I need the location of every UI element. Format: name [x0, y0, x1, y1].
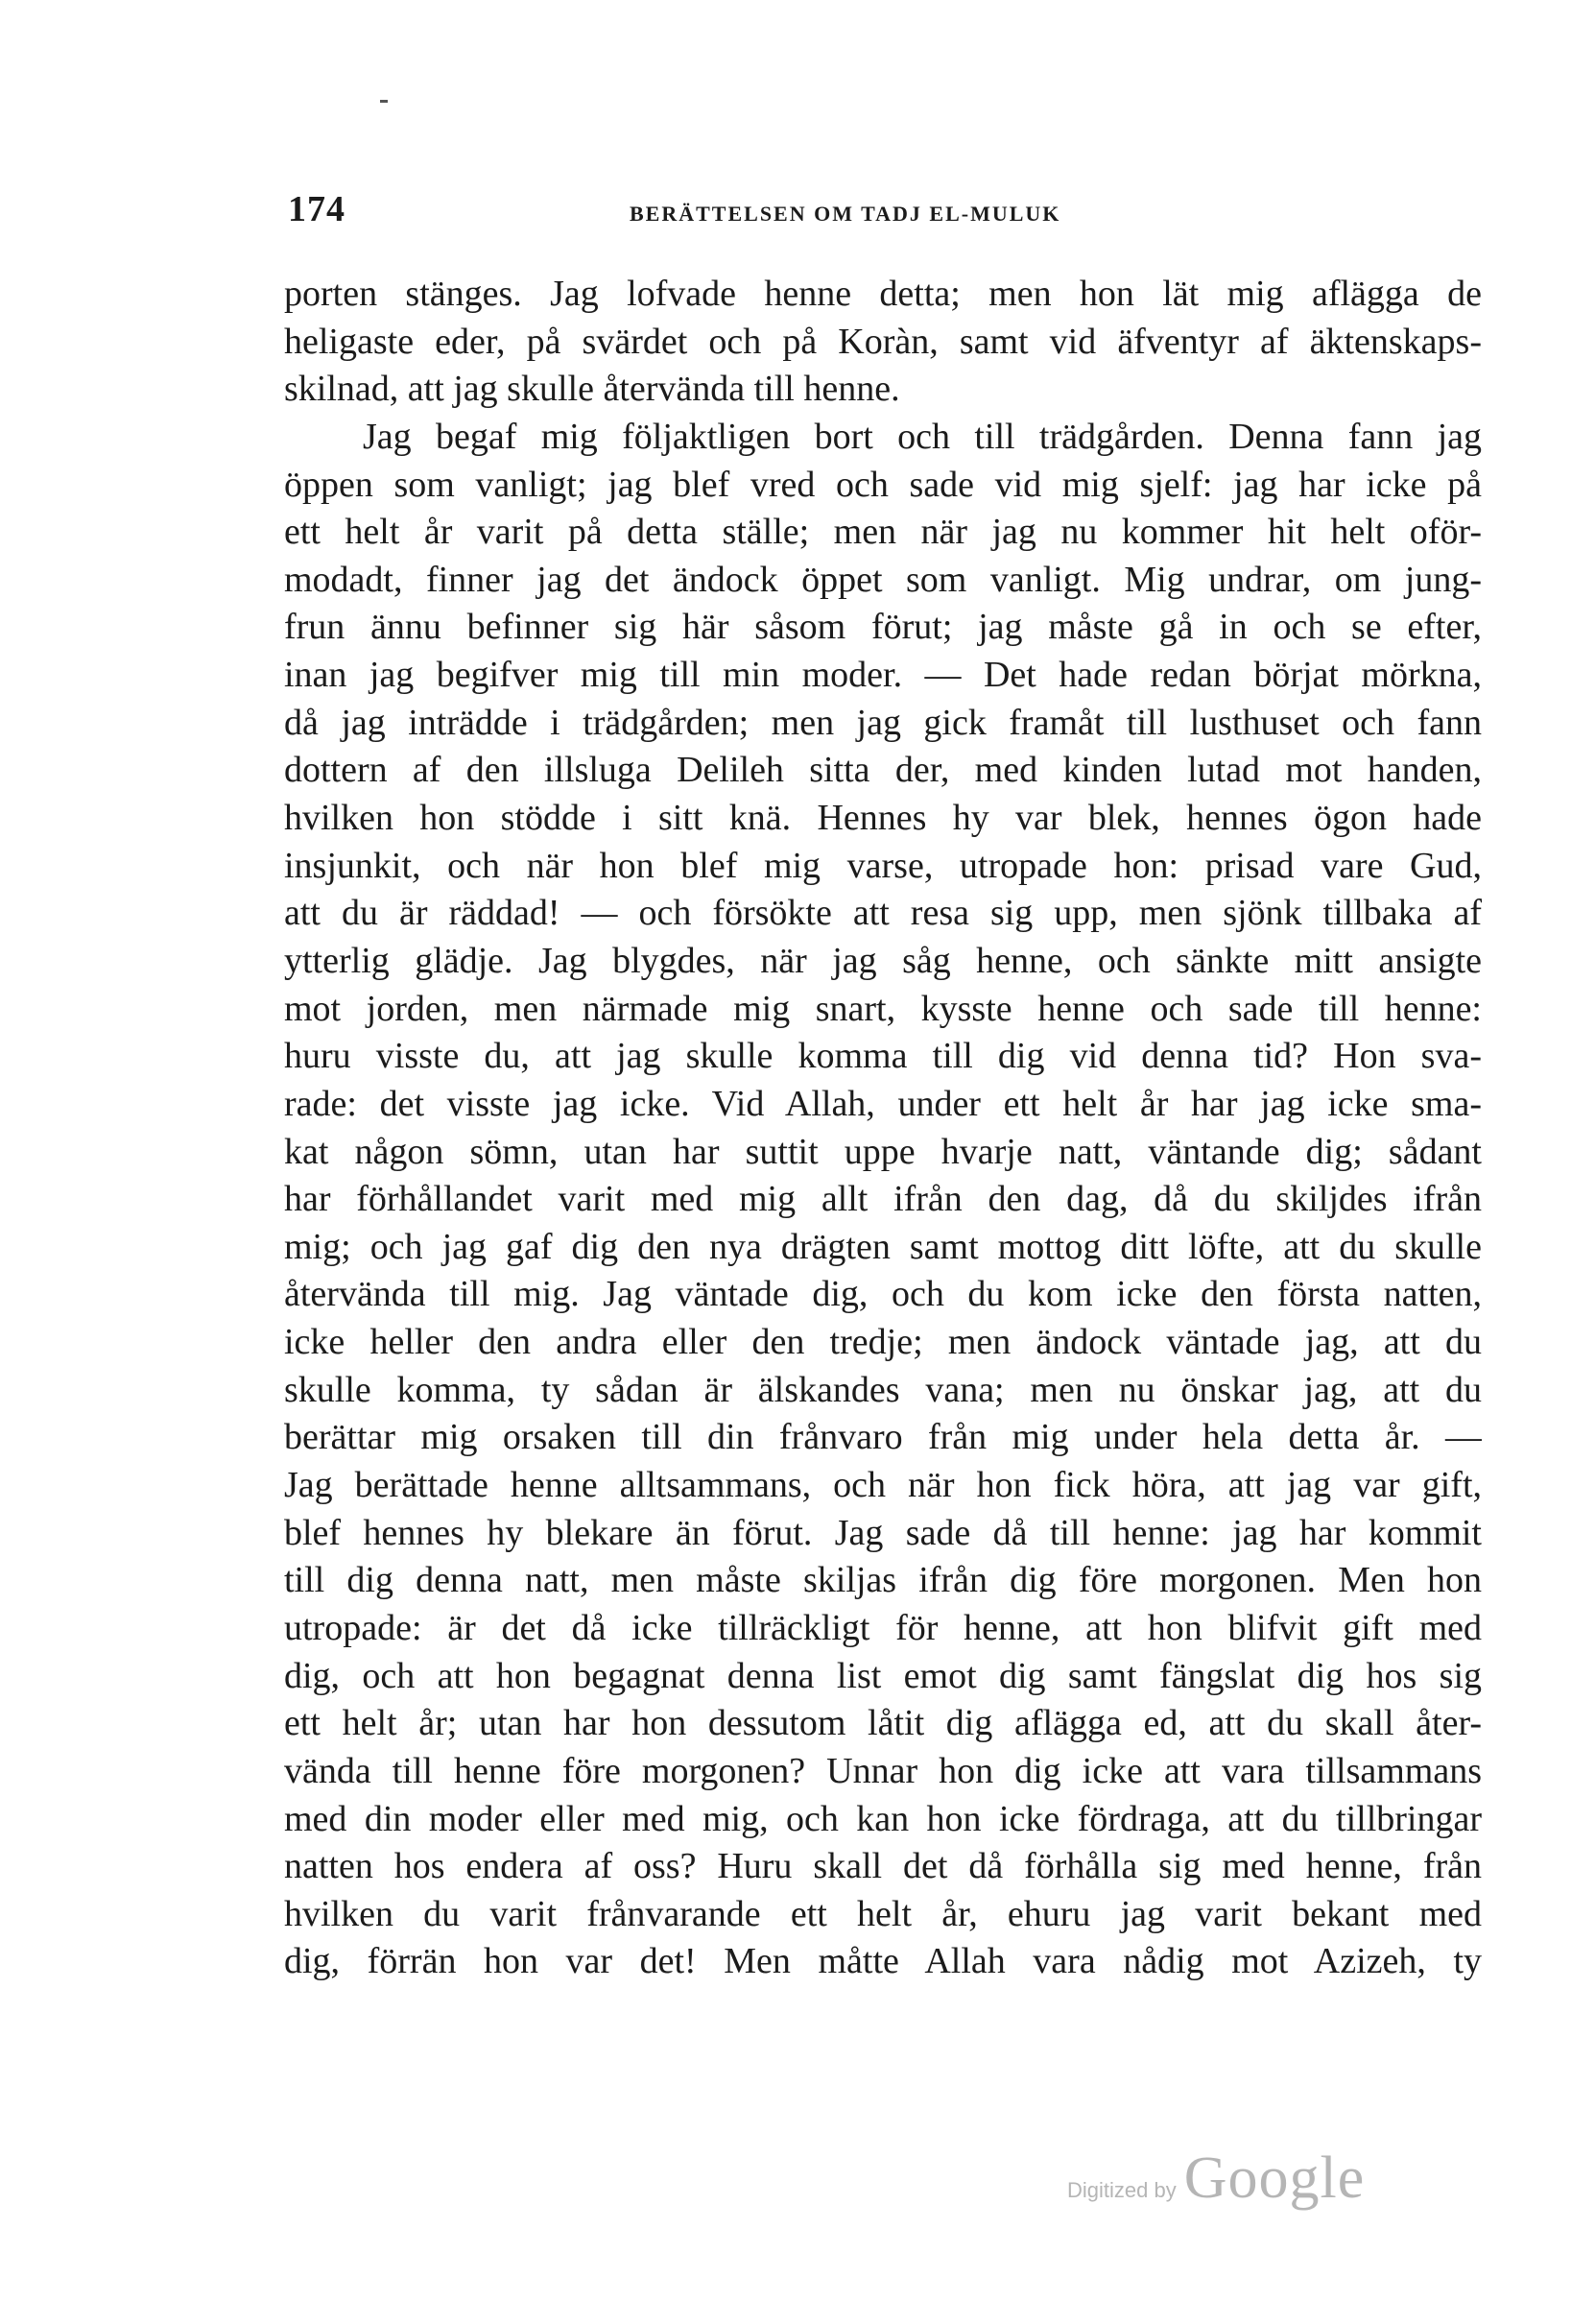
- text-line: heligaste eder, på svärdet och på Koràn, samt vid äfventyr af äktenskaps-: [284, 321, 1482, 362]
- page-header: [288, 188, 1483, 242]
- text-line: kat någon sömn, utan har suttit uppe hvarje natt, väntande dig; sådant: [284, 1131, 1482, 1172]
- text-line: mig; och jag gaf dig den nya drägten samt mottog ditt löfte, att du skulle: [284, 1226, 1482, 1267]
- text-line: inan jag begifver mig till min moder. — Det hade redan börjat mörkna,: [284, 655, 1482, 696]
- text-line: blef hennes hy blekare än förut. Jag sade då till henne: jag har kommit: [284, 1512, 1482, 1553]
- text-line: porten stänges. Jag lofvade henne detta; men hon lät mig aflägga de: [284, 274, 1482, 314]
- text-line: icke heller den andra eller den tredje; men ändock väntade jag, att du: [284, 1322, 1482, 1363]
- text-line: vända till henne före morgonen? Unnar hon dig icke att vara tillsammans: [284, 1750, 1482, 1791]
- text-line: hvilken du varit frånvarande ett helt år, ehuru jag varit bekant med: [284, 1893, 1482, 1934]
- text-line: återvända till mig. Jag väntade dig, och du kom icke den första natten,: [284, 1274, 1482, 1315]
- text-line: huru visste du, att jag skulle komma till dig vid denna tid? Hon sva-: [284, 1036, 1482, 1077]
- text-line: till dig denna natt, men måste skiljas ifrån dig före morgonen. Men hon: [284, 1560, 1482, 1601]
- google-logo: Google: [1183, 2145, 1366, 2211]
- text-line: öppen som vanligt; jag blef vred och sade vid mig sjelf: jag har icke på: [284, 464, 1482, 505]
- text-line: rade: det visste jag icke. Vid Allah, under ett helt år har jag icke sma-: [284, 1083, 1482, 1124]
- text-line: utropade: är det då icke tillräckligt för henne, att hon blifvit gift med: [284, 1607, 1482, 1648]
- text-line: mot jorden, men närmade mig snart, kysste henne och sade till henne:: [284, 988, 1482, 1029]
- running-head: BERÄTTELSEN OM TADJ EL-MULUK: [630, 202, 1061, 226]
- text-line: har förhållandet varit med mig allt ifrån den dag, då du skiljdes ifrån: [284, 1179, 1482, 1220]
- text-line: berättar mig orsaken till din frånvaro från mig under hela detta år. —: [284, 1417, 1482, 1458]
- body-text: [284, 271, 1482, 1986]
- text-line: insjunkit, och när hon blef mig varse, utropade hon: prisad vare Gud,: [284, 845, 1482, 886]
- page-number: 174: [288, 189, 345, 229]
- text-line: ett helt år varit på detta ställe; men när jag nu kommer hit helt oför-: [284, 512, 1482, 553]
- text-line: Jag berättade henne alltsammans, och när hon fick höra, att jag var gift,: [284, 1465, 1482, 1506]
- text-line: ett helt år; utan har hon dessutom låtit dig aflägga ed, att du skall åter-: [284, 1703, 1482, 1744]
- text-line: hvilken hon stödde i sitt knä. Hennes hy var blek, hennes ögon hade: [284, 798, 1482, 839]
- digitized-watermark: [1067, 2144, 1365, 2213]
- watermark-prefix: Digitized by: [1067, 2178, 1177, 2202]
- stray-mark: [380, 100, 388, 103]
- text-line: skulle komma, ty sådan är älskandes vana; men nu önskar jag, att du: [284, 1369, 1482, 1410]
- text-line: dottern af den illsluga Delileh sitta der, med kinden lutad mot handen,: [284, 750, 1482, 791]
- text-line: med din moder eller med mig, och kan hon icke fördraga, att du tillbringar: [284, 1798, 1482, 1839]
- text-line: frun ännu befinner sig här såsom förut; jag måste gå in och se efter,: [284, 607, 1482, 648]
- text-line: Jag begaf mig följaktligen bort och till trädgården. Denna fann jag: [363, 416, 1482, 457]
- text-line: då jag inträdde i trädgården; men jag gick framåt till lusthuset och fann: [284, 702, 1482, 743]
- text-line: skilnad, att jag skulle återvända till henne.: [284, 369, 900, 410]
- text-line: dig, förrän hon var det! Men måtte Allah vara nådig mot Azizeh, ty: [284, 1941, 1482, 1982]
- text-line: dig, och att hon begagnat denna list emot dig samt fängslat dig hos sig: [284, 1655, 1482, 1696]
- text-line: modadt, finner jag det ändock öppet som vanligt. Mig undrar, om jung-: [284, 559, 1482, 600]
- text-line: natten hos endera af oss? Huru skall det då förhålla sig med henne, från: [284, 1846, 1482, 1887]
- text-line: att du är räddad! — och försökte att resa sig upp, men sjönk tillbaka af: [284, 893, 1482, 934]
- text-line: ytterlig glädje. Jag blygdes, när jag såg henne, och sänkte mitt ansigte: [284, 940, 1482, 981]
